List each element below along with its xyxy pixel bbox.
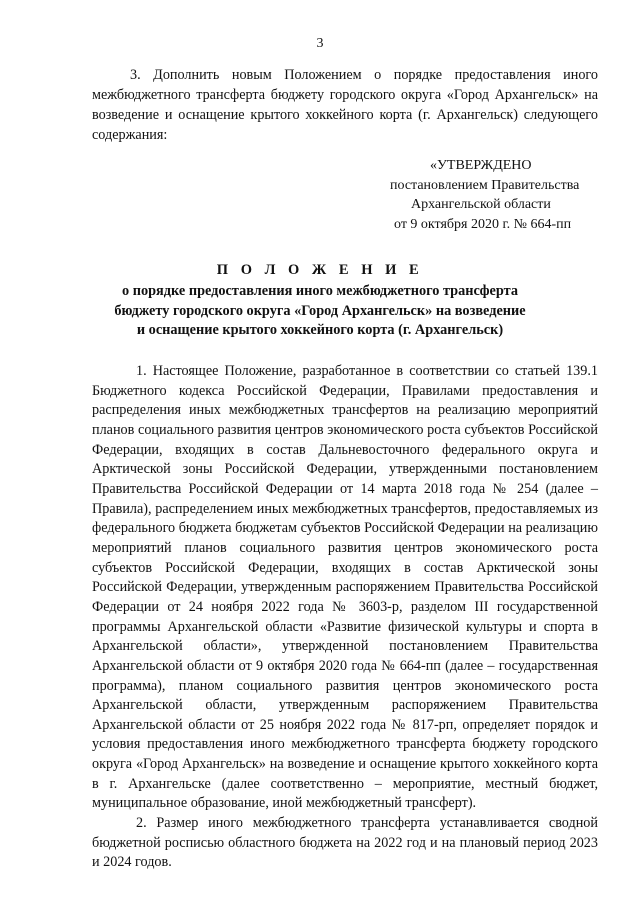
document-title: П О Л О Ж Е Н И Е [216, 262, 424, 278]
amendment-intro [92, 65, 598, 145]
approval-stamp [384, 156, 604, 234]
amendment-intro-text: 3. Дополнить новым Положением о порядке предоставления иного межбюджетного трансферта бюджету городского округа «Город Архангельск» на возведение и оснащение крытого хоккейного корта (г. Архангельск) следующего содержания: [92, 67, 598, 143]
document-heading [0, 260, 640, 341]
document-body [92, 362, 598, 873]
document-subtitle-line: о порядке предоставления иного межбюджетного трансферта [122, 283, 518, 299]
paragraph-2: 2. Размер иного межбюджетного трансферта устанавливается сводной бюджетной росписью областного бюджета на 2022 год и на плановый период 2023 и 2024 годов. [92, 815, 598, 871]
paragraph-1: 1. Настоящее Положение, разработанное в соответствии со статьей 139.1 Бюджетного кодекса Российской Федерации, Правилами предоставления и распределения иных межбюджетных трансфертов на реализацию мероприятий планов социального развития центров экономического роста субъектов Российской Федерации, входящих в состав Дальневосточного федерального округа и Арктической зоны Российской Федерации, утвержденными постановлением Правительства Российской Федерации от 14 марта 2018 года № 254 (далее – Правила), распределением иных межбюджетных трансфертов, предоставляемых из федерального бюджета бюджетам субъектов Российской Федерации на реализацию мероприятий планов социального развития центров экономического роста субъектов Российской Федерации, входящих в состав Арктической зоны Российской Федерации, утвержденным распоряжением Правительства Российской Федерации от 24 ноября 2022 года № 3603-р, разделом III государственной программы Архангельской области «Развитие физической культуры и спорта в Архангельской области», утвержденной постановлением Правительства Архангельской области от 9 октября 2020 года № 664-пп (далее – государственная программа), планом социального развития центров экономического роста Архангельской области, утвержденным распоряжением Правительства Архангельской области от 25 ноября 2022 года № 817-рп, определяет порядок и условия предоставления иного межбюджетного трансферта бюджету городского округа «Город Архангельск» на возведение и оснащение крытого хоккейного корта в г. Архангельске (далее соответственно – мероприятие, местный бюджет, муниципальное образование, иной межбюджетный трансферт). [92, 363, 598, 812]
approval-stamp-region: Архангельской области [411, 197, 551, 212]
document-subtitle-line: бюджету городского округа «Город Архангельск» на возведение [114, 302, 526, 319]
document-subtitle [0, 282, 640, 341]
approval-stamp-issuer: постановлением Правительства [390, 177, 580, 193]
document-subtitle-line: и оснащение крытого хоккейного корта (г. Архангельск) [136, 322, 504, 339]
approval-stamp-date: от 9 октября 2020 г. № 664-пп [394, 216, 572, 232]
approval-stamp-title: «УТВЕРЖДЕНО [430, 158, 532, 173]
page-number: 3 [316, 36, 324, 51]
